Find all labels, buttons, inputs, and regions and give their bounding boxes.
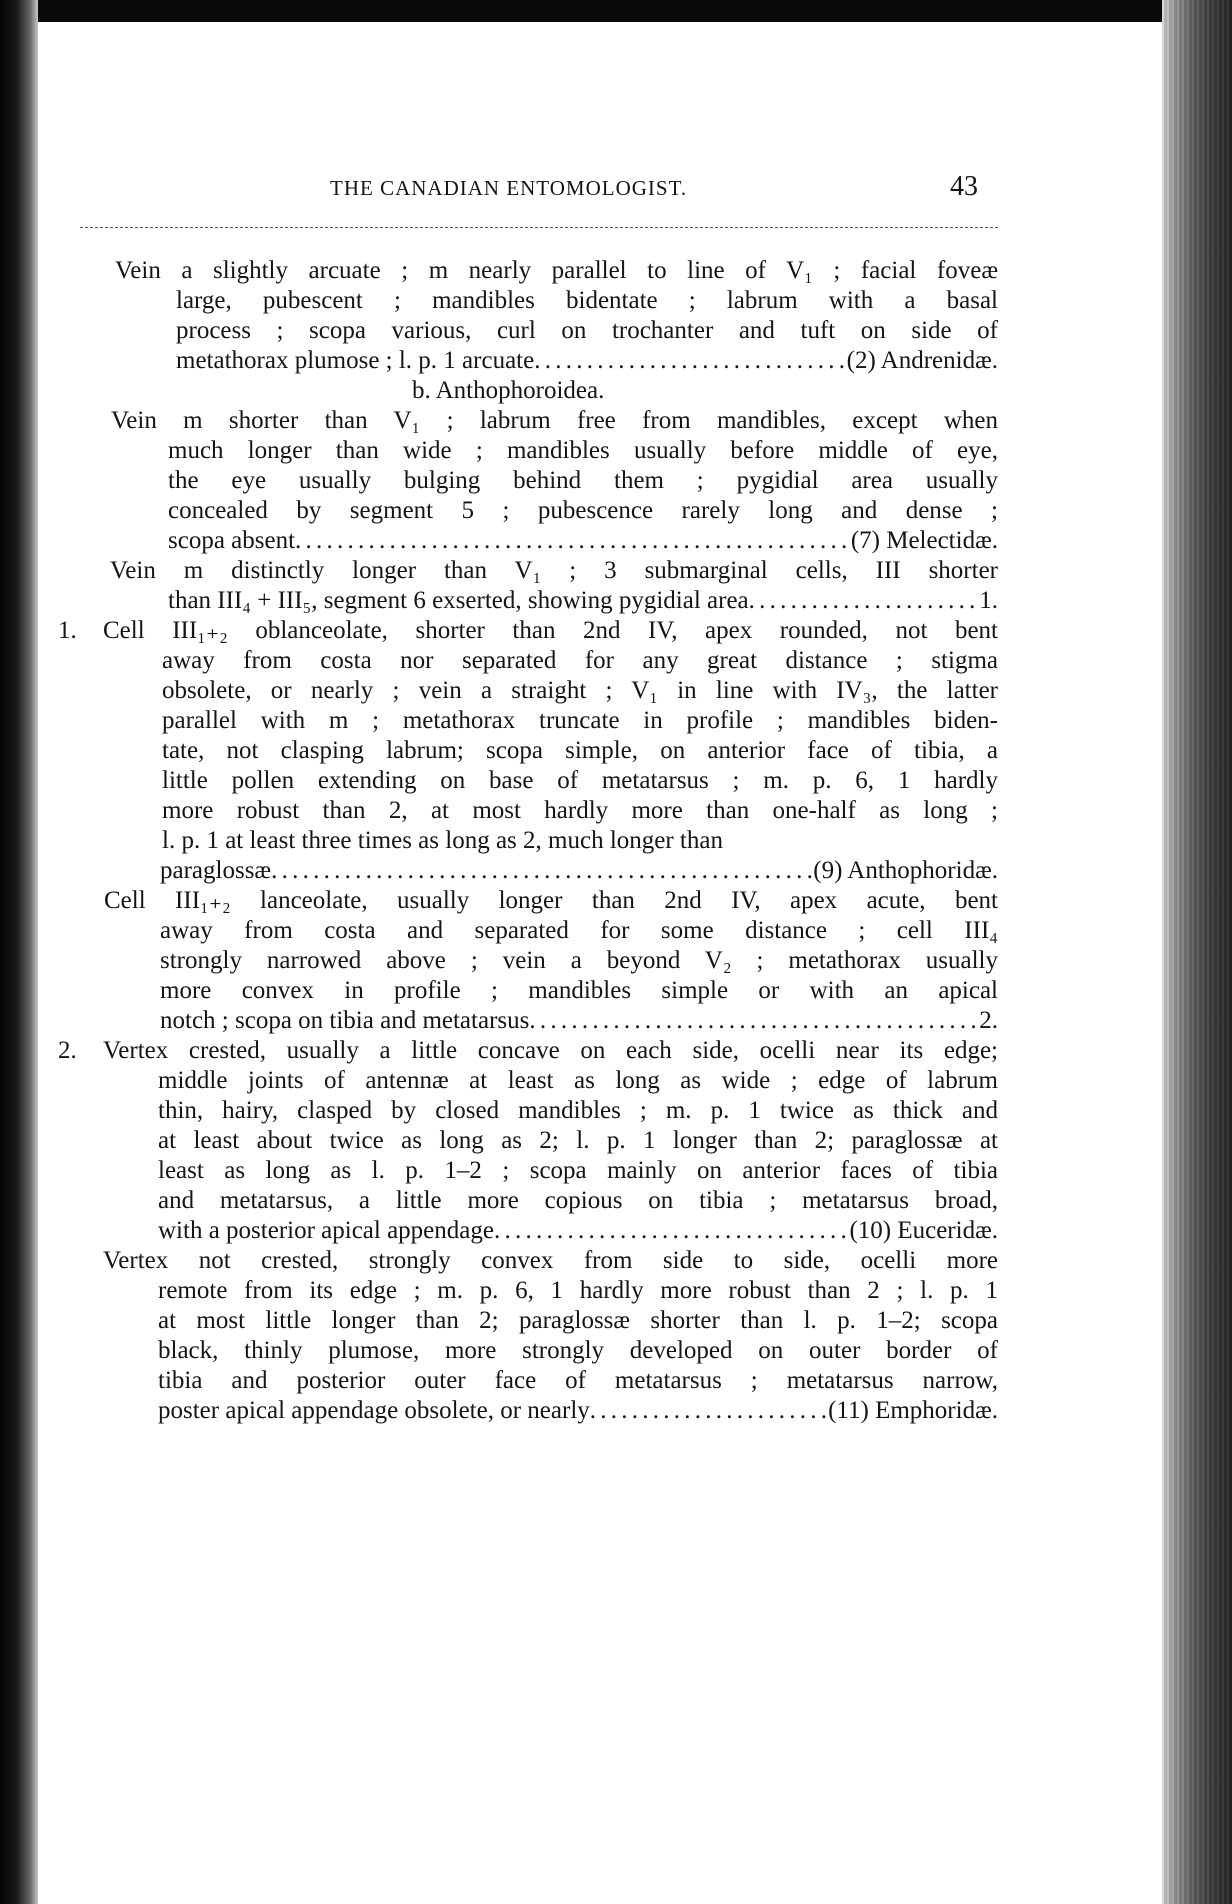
text-line: Vertex crested, usually a little concave on each side, ocelli near its edge; [103,1037,998,1064]
line-text: paraglossæ [160,857,272,884]
line-end-result: (7) Melectidæ. [850,527,998,554]
text-line: Vein m distinctly longer than V₁ ; 3 submarginal cells, III shorter [110,557,998,584]
text-line [160,1006,998,1036]
text-line: tibia and posterior outer face of metatarsus ; metatarsus narrow, [158,1367,998,1394]
line-text: notch ; scopa on tibia and metatarsus [160,1007,530,1034]
text-line: black, thinly plumose, more strongly developed on outer border of [158,1337,998,1364]
text-line: process ; scopa various, curl on trochanter and tuft on side of [176,317,998,344]
text-line [160,856,998,886]
line-end-result: (9) Anthophoridæ. [813,857,998,884]
text-line: remote from its edge ; m. p. 6, 1 hardly more robust than 2 ; l. p. 1 [158,1277,998,1304]
text-line: middle joints of antennæ at least as long as wide ; edge of labrum [158,1067,998,1094]
dot-leader [534,346,846,376]
line-text: poster apical appendage obsolete, or nearly [158,1397,590,1424]
line-end-result: (2) Andrenidæ. [846,347,998,374]
text-line: concealed by segment 5 ; pubescence rarely long and dense ; [168,497,998,524]
text-line: and metatarsus, a little more copious on tibia ; metatarsus broad, [158,1187,998,1214]
line-end-result: (11) Emphoridæ. [828,1397,998,1424]
dot-leader [494,1216,849,1246]
text-line: Vein m shorter than V₁ ; labrum free from mandibles, except when [111,407,998,434]
page-number: 43 [950,171,978,202]
text-line: the eye usually bulging behind them ; pygidial area usually [168,467,998,494]
line-text: metathorax plumose ; l. p. 1 arcuate [176,347,535,374]
text-line: obsolete, or nearly ; vein a straight ; V₁ in line with IV₃, the latter [162,677,998,704]
text-line [168,586,998,616]
text-line: Cell III₁₊₂ oblanceolate, shorter than 2nd IV, apex rounded, not bent [103,617,998,644]
dot-leader [590,1396,828,1426]
text-line [158,1216,998,1246]
header-rule [80,227,998,228]
dot-leader [295,526,851,556]
text-line: much longer than wide ; mandibles usually before middle of eye, [168,437,998,464]
text-line: at most little longer than 2; paraglossæ shorter than l. p. 1–2; scopa [158,1307,998,1334]
line-end-result: 2. [979,1007,998,1034]
text-line: l. p. 1 at least three times as long as 2, much longer than [162,827,723,854]
line-text: than III₄ + III₅, segment 6 exserted, showing pygidial area [168,587,749,614]
text-line: parallel with m ; metathorax truncate in profile ; mandibles biden- [162,707,998,734]
text-line: tate, not clasping labrum; scopa simple, on anterior face of tibia, a [162,737,998,764]
text-line: Cell III₁₊₂ lanceolate, usually longer than 2nd IV, apex acute, bent [104,887,998,914]
text-line: Vein a slightly arcuate ; m nearly parallel to line of V₁ ; facial foveæ [115,257,998,284]
text-line: little pollen extending on base of metatarsus ; m. p. 6, 1 hardly [162,767,998,794]
text-line: at least about twice as long as 2; l. p. 1 longer than 2; paraglossæ at [158,1127,998,1154]
line-text: scopa absent [168,527,296,554]
text-line [168,526,998,556]
text-line: away from costa nor separated for any great distance ; stigma [162,647,998,674]
dot-leader [529,1006,979,1036]
text-line: away from costa and separated for some distance ; cell III₄ [160,917,998,944]
line-end-result: (10) Euceridæ. [849,1217,998,1244]
text-line [158,1396,998,1426]
couplet-number: 1. [58,617,77,644]
text-line: more convex in profile ; mandibles simple or with an apical [160,977,998,1004]
dot-leader [271,856,813,886]
text-line: b. Anthophoroidea. [412,377,605,404]
text-line: more robust than 2, at most hardly more than one-half as long ; [162,797,998,824]
couplet-number: 2. [58,1037,77,1064]
dot-leader [749,586,980,616]
text-line: large, pubescent ; mandibles bidentate ; labrum with a basal [176,287,998,314]
line-end-result: 1. [979,587,998,614]
line-text: with a posterior apical appendage [158,1217,494,1244]
text-line: strongly narrowed above ; vein a beyond V₂ ; metathorax usually [160,947,998,974]
text-line: Vertex not crested, strongly convex from side to side, ocelli more [103,1247,998,1274]
text-line: thin, hairy, clasped by closed mandibles ; m. p. 1 twice as thick and [158,1097,998,1124]
text-line [176,346,998,376]
text-line: least as long as l. p. 1–2 ; scopa mainly on anterior faces of tibia [158,1157,998,1184]
running-header-title: THE CANADIAN ENTOMOLOGIST. [330,176,688,200]
